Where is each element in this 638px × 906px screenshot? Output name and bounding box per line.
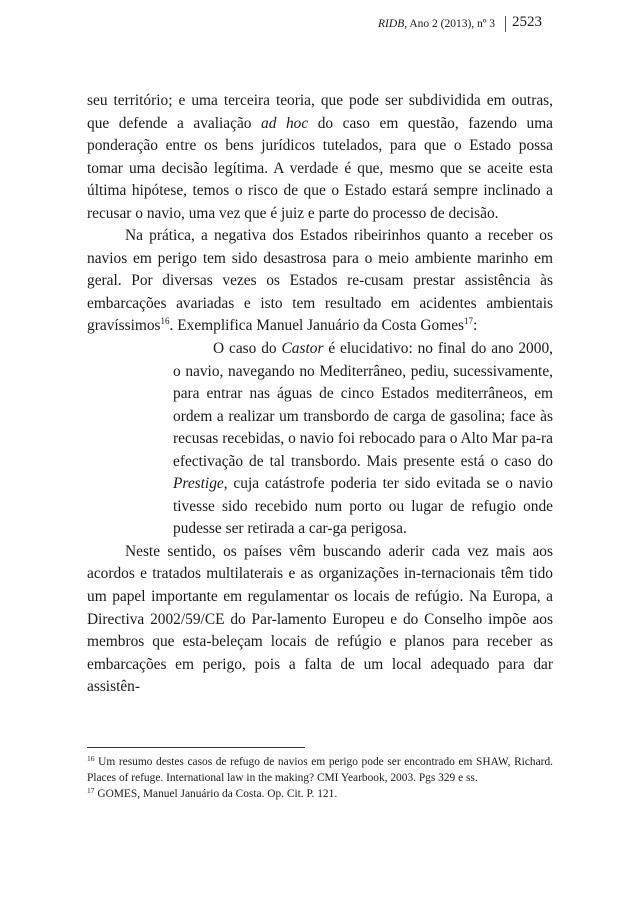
paragraph-2 bbox=[87, 225, 553, 338]
footnote-rule bbox=[87, 747, 305, 748]
running-header bbox=[0, 10, 638, 36]
ship-name-castor: Castor bbox=[281, 340, 324, 358]
block-quote bbox=[173, 338, 553, 541]
paragraph-2-end: : bbox=[473, 317, 478, 335]
paragraph-3-text: Neste sentido, os países vêm buscando aderir cada vez mais aos acordos e tratados multilaterais e as organizações in-ternacionais têm tido um papel importante em regulamentar os locais de refúgio. Na Europa, a Directiva 2002/59/CE do Par-lamento Europeu e do Conselho impõe aos membros que esta-beleçam locais de refúgio e planos para receber as embarcações em perigo, pois a falta de um local adequado para dar assistên- bbox=[87, 542, 553, 696]
journal-citation bbox=[378, 18, 495, 30]
paragraph-3 bbox=[87, 541, 553, 699]
footnote-17-number: 17 bbox=[87, 785, 95, 795]
footnotes bbox=[87, 755, 553, 802]
page-number: 2523 bbox=[512, 14, 542, 30]
paragraph-1-text: seu território; e uma terceira teoria, que pode ser subdividida em outras, que defende a avaliação bbox=[87, 92, 553, 132]
footnote-ref-17: 17 bbox=[464, 316, 474, 327]
quote-text-c: , cuja catástrofe poderia ter sido evitada se o navio tivesse sido recebido num porto ou lugar de refugio onde pudesse ser retirada a car-ga perigosa. bbox=[173, 475, 553, 538]
paragraph-2-text: Na prática, a negativa dos Estados ribeirinhos quanto a receber os navios em perigo tem sido desastrosa para o meio ambiente marinho em geral. Por diversas vezes os Estados re-cusam prestar assistência às embarcações avariadas e isto tem resultado em acidentes ambientais gravíssimos bbox=[87, 227, 553, 335]
footnote-16-text: Um resumo destes casos de refugo de navios em perigo pode ser encontrado em SHAW, Richard. Places of refuge. International law in the making? CMI Yearbook, 2003. Pgs 329 e ss. bbox=[87, 756, 553, 784]
footnote-ref-16: 16 bbox=[160, 316, 170, 327]
main-text bbox=[87, 90, 553, 699]
paragraph-1 bbox=[87, 90, 553, 225]
journal-name: RIDB bbox=[378, 18, 405, 30]
paragraph-1-end: do caso em questão, fazendo uma ponderação entre os bens jurídicos tutelados, para que o Estado possa tomar uma decisão legítima. A verdade é que, mesmo que se aceite esta última hipótese, temos o risco de que o Estado estará sempre inclinado a recusar o navio, uma vez que é juiz e parte do processo de decisão. bbox=[87, 114, 553, 222]
footnote-17 bbox=[87, 787, 553, 803]
footnote-16 bbox=[87, 755, 553, 787]
footnote-17-text: GOMES, Manuel Januário da Costa. Op. Cit. P. 121. bbox=[94, 787, 338, 800]
quote-text-b: é elucidativo: no final do ano 2000, o navio, navegando no Mediterrâneo, pediu, sucessivamente, para entrar nas águas de cinco Estados mediterrâneos, em ordem a realizar um transbordo de carga de gasolina; face às recusas recebidas, o navio foi rebocado para o Alto Mar pa-ra efectivação de tal transbordo. Mais presente está o caso do bbox=[173, 340, 553, 470]
header-divider bbox=[505, 16, 506, 32]
ad-hoc-italic: ad hoc bbox=[261, 114, 309, 132]
paragraph-2-mid: . Exemplifica Manuel Januário da Costa Gomes bbox=[169, 317, 465, 335]
ship-name-prestige: Prestige bbox=[173, 475, 224, 493]
footnote-16-number: 16 bbox=[87, 754, 95, 763]
quote-text-a: O caso do bbox=[213, 340, 282, 358]
journal-issue: , Ano 2 (2013), nº 3 bbox=[404, 18, 495, 30]
